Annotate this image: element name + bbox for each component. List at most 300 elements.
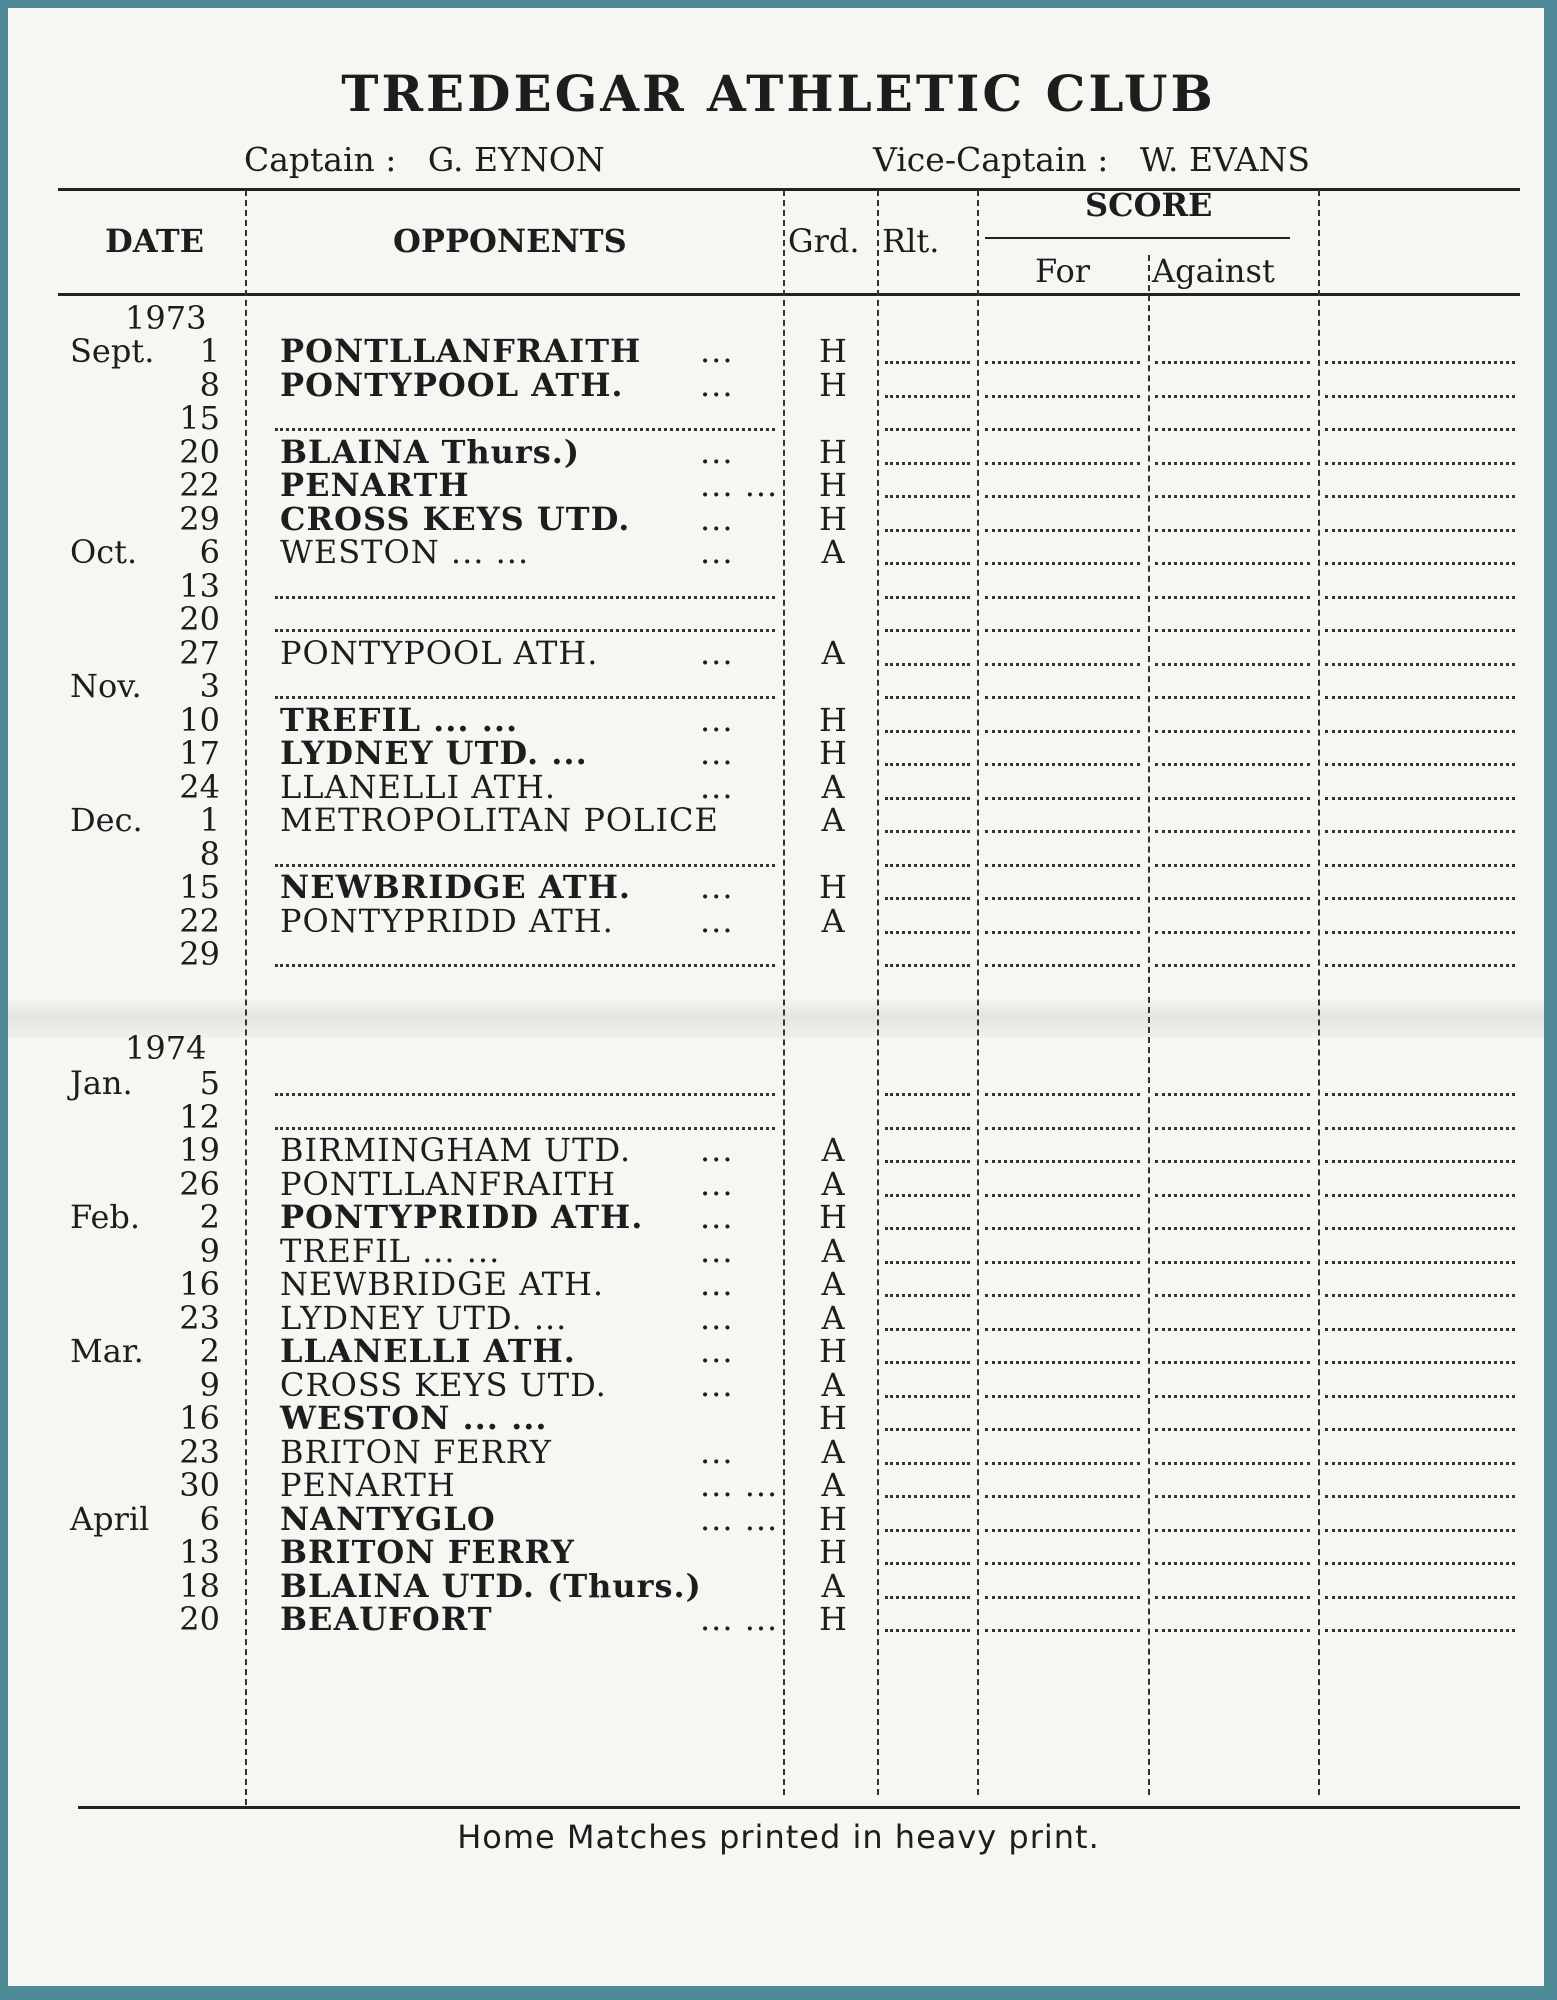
- result-line: [885, 1462, 970, 1465]
- notes-line: [1325, 1294, 1515, 1297]
- fixture-leader-dots: ...: [700, 1164, 734, 1203]
- fixture-leader-dots: ... ...: [700, 1600, 779, 1638]
- fixture-day: 20: [179, 600, 220, 638]
- card-fold: [8, 998, 1544, 1038]
- score-against-line: [1155, 1294, 1310, 1297]
- fixture-ground: H: [819, 1198, 847, 1236]
- fixture-day: 22: [179, 466, 220, 504]
- score-against-line: [1155, 529, 1310, 532]
- score-for-line: [985, 1160, 1140, 1163]
- fixture-leader-dots: ...: [700, 1298, 734, 1337]
- notes-line: [1325, 1261, 1515, 1264]
- score-against-line: [1155, 663, 1310, 666]
- score-for-line: [985, 529, 1140, 532]
- blank-opponent-line: [275, 629, 775, 632]
- fixture-ground: A: [821, 1365, 845, 1404]
- fixture-month: Jan.: [70, 1064, 133, 1102]
- header-result: Rlt.: [882, 222, 940, 260]
- score-for-line: [985, 696, 1140, 699]
- notes-line: [1325, 1361, 1515, 1364]
- result-line: [885, 830, 970, 833]
- fixture-ground: H: [819, 1399, 847, 1437]
- score-for-line: [985, 1194, 1140, 1197]
- score-for-line: [985, 931, 1140, 934]
- blank-opponent-line: [275, 596, 775, 599]
- fixture-day: 6: [199, 1499, 220, 1538]
- score-against-line: [1155, 797, 1310, 800]
- notes-line: [1325, 1227, 1515, 1230]
- score-for-line: [985, 1127, 1140, 1130]
- fixture-leader-dots: ... ...: [700, 1466, 779, 1504]
- fixture-ground: A: [821, 533, 845, 571]
- result-line: [885, 1261, 970, 1264]
- notes-line: [1325, 1596, 1515, 1599]
- notes-line: [1325, 696, 1515, 699]
- fixture-month: Mar.: [70, 1332, 144, 1370]
- header-against: Against: [1152, 252, 1275, 290]
- score-against-line: [1155, 1227, 1310, 1230]
- fixture-day: 1: [199, 801, 220, 839]
- result-line: [885, 931, 970, 934]
- fixture-leader-dots: ... ...: [700, 466, 779, 504]
- score-for-line: [985, 897, 1140, 900]
- blank-opponent-line: [275, 696, 775, 699]
- notes-line: [1325, 1395, 1515, 1398]
- fixture-opponent: LLANELLI ATH.: [280, 1332, 576, 1370]
- fixture-opponent: WESTON ... ...: [280, 533, 530, 571]
- fixture-month: Oct.: [70, 533, 138, 571]
- notes-line: [1325, 730, 1515, 733]
- score-for-line: [985, 1428, 1140, 1431]
- fixture-day: 29: [179, 935, 220, 973]
- fixture-month: Feb.: [70, 1198, 141, 1236]
- score-for-line: [985, 361, 1140, 364]
- fixture-leader-dots: ...: [700, 1332, 734, 1370]
- fixture-leader-dots: ...: [700, 767, 734, 806]
- captain-line: Captain : G. EYNON: [244, 140, 605, 179]
- fixture-opponent: METROPOLITAN POLICE: [280, 801, 719, 839]
- fixture-ground: H: [819, 1533, 847, 1571]
- result-line: [885, 797, 970, 800]
- fixture-month: Sept.: [70, 332, 155, 370]
- fixture-ground: H: [819, 432, 847, 471]
- result-line: [885, 1227, 970, 1230]
- result-line: [885, 361, 970, 364]
- fixture-day: 17: [179, 734, 220, 772]
- fixture-ground: A: [821, 767, 845, 806]
- fixture-opponent: PONTLLANFRAITH: [280, 1164, 617, 1203]
- score-for-line: [985, 797, 1140, 800]
- notes-line: [1325, 964, 1515, 967]
- result-line: [885, 1328, 970, 1331]
- fixture-day: 20: [179, 1600, 220, 1638]
- fixture-day: 24: [179, 767, 220, 806]
- score-divider-rule: [985, 237, 1290, 239]
- score-against-line: [1155, 730, 1310, 733]
- score-against-line: [1155, 1194, 1310, 1197]
- score-against-line: [1155, 830, 1310, 833]
- fixture-leader-dots: ... ...: [700, 1499, 779, 1538]
- fixture-ground: H: [819, 700, 847, 739]
- fixture-leader-dots: ...: [700, 533, 734, 571]
- notes-line: [1325, 361, 1515, 364]
- fixture-leader-dots: ...: [700, 1131, 734, 1169]
- fixture-day: 20: [179, 432, 220, 471]
- fixture-opponent: PONTYPRIDD ATH.: [280, 901, 614, 940]
- notes-line: [1325, 797, 1515, 800]
- fixture-ground: H: [819, 1332, 847, 1370]
- fixture-leader-dots: ...: [700, 734, 734, 772]
- notes-line: [1325, 1328, 1515, 1331]
- score-for-line: [985, 1294, 1140, 1297]
- score-against-line: [1155, 931, 1310, 934]
- fixture-day: 18: [179, 1566, 220, 1605]
- score-against-line: [1155, 1395, 1310, 1398]
- fixture-ground: A: [821, 1231, 845, 1270]
- score-against-line: [1155, 1629, 1310, 1632]
- result-line: [885, 1361, 970, 1364]
- score-against-line: [1155, 897, 1310, 900]
- result-line: [885, 864, 970, 867]
- fixture-ground: A: [821, 1466, 845, 1504]
- result-line: [885, 1529, 970, 1532]
- fixture-day: 2: [199, 1332, 220, 1370]
- score-for-line: [985, 830, 1140, 833]
- fixture-opponent: NEWBRIDGE ATH.: [280, 1265, 605, 1303]
- score-for-line: [985, 1629, 1140, 1632]
- score-for-line: [985, 1227, 1140, 1230]
- fixture-day: 15: [179, 399, 220, 437]
- result-line: [885, 663, 970, 666]
- result-line: [885, 1596, 970, 1599]
- score-against-line: [1155, 964, 1310, 967]
- fixture-leader-dots: ...: [700, 1231, 734, 1270]
- col-line-result: [977, 190, 979, 1795]
- score-against-line: [1155, 1462, 1310, 1465]
- fixture-ground: H: [819, 466, 847, 504]
- score-for-line: [985, 864, 1140, 867]
- score-against-line: [1155, 1495, 1310, 1498]
- notes-line: [1325, 495, 1515, 498]
- notes-line: [1325, 864, 1515, 867]
- fixture-opponent: TREFIL ... ...: [280, 1231, 501, 1270]
- score-against-line: [1155, 395, 1310, 398]
- result-line: [885, 596, 970, 599]
- header-date: DATE: [105, 222, 205, 260]
- score-against-line: [1155, 428, 1310, 431]
- col-line-against: [1318, 190, 1320, 1795]
- fixture-day: 26: [179, 1164, 220, 1203]
- notes-line: [1325, 931, 1515, 934]
- fixture-leader-dots: ...: [700, 633, 734, 672]
- fixture-opponent: BLAINA Thurs.): [280, 432, 581, 471]
- header-bottom-rule: [58, 293, 1520, 296]
- fixture-opponent: TREFIL ... ...: [280, 700, 519, 739]
- fixture-leader-dots: ...: [700, 332, 734, 370]
- fixture-day: 16: [179, 1399, 220, 1437]
- footer-rule: [78, 1806, 1520, 1809]
- score-for-line: [985, 1361, 1140, 1364]
- result-line: [885, 696, 970, 699]
- fixture-ground: H: [819, 734, 847, 772]
- result-line: [885, 1093, 970, 1096]
- score-for-line: [985, 1395, 1140, 1398]
- notes-line: [1325, 1562, 1515, 1565]
- fixture-day: 16: [179, 1265, 220, 1303]
- fixture-opponent: NEWBRIDGE ATH.: [280, 868, 632, 906]
- fixture-card: [8, 8, 1544, 1986]
- notes-line: [1325, 596, 1515, 599]
- score-against-line: [1155, 361, 1310, 364]
- fixture-month: April: [70, 1499, 150, 1538]
- result-line: [885, 763, 970, 766]
- result-line: [885, 1562, 970, 1565]
- fixture-ground: H: [819, 332, 847, 370]
- score-for-line: [985, 428, 1140, 431]
- fixture-month: Dec.: [70, 801, 143, 839]
- notes-line: [1325, 1629, 1515, 1632]
- notes-line: [1325, 1495, 1515, 1498]
- score-for-line: [985, 1596, 1140, 1599]
- result-line: [885, 730, 970, 733]
- notes-line: [1325, 1462, 1515, 1465]
- header-top-rule: [58, 188, 1520, 191]
- col-line-ground: [877, 190, 879, 1795]
- header-ground: Grd.: [788, 222, 860, 260]
- score-for-line: [985, 763, 1140, 766]
- fixture-day: 8: [199, 365, 220, 404]
- home-matches-note: Home Matches printed in heavy print.: [457, 1818, 1100, 1856]
- fixture-day: 6: [199, 533, 220, 571]
- score-for-line: [985, 462, 1140, 465]
- notes-line: [1325, 629, 1515, 632]
- fixture-opponent: PONTYPRIDD ATH.: [280, 1198, 644, 1236]
- fixture-opponent: PENARTH: [280, 466, 470, 504]
- fixture-day: 13: [179, 566, 220, 605]
- result-line: [885, 1194, 970, 1197]
- header-score: SCORE: [1085, 186, 1213, 224]
- notes-line: [1325, 1428, 1515, 1431]
- score-for-line: [985, 1093, 1140, 1096]
- result-line: [885, 1428, 970, 1431]
- fixture-ground: A: [821, 1298, 845, 1337]
- fixture-ground: H: [819, 868, 847, 906]
- notes-line: [1325, 663, 1515, 666]
- fixture-day: 15: [179, 868, 220, 906]
- fixture-opponent: BEAUFORT: [280, 1600, 493, 1638]
- fixture-opponent: BRITON FERRY: [280, 1533, 575, 1571]
- season-1973-year: 1973: [125, 299, 207, 337]
- score-for-line: [985, 1261, 1140, 1264]
- fixture-day: 12: [179, 1097, 220, 1136]
- notes-line: [1325, 1160, 1515, 1163]
- fixture-ground: A: [821, 901, 845, 940]
- result-line: [885, 395, 970, 398]
- fixture-opponent: CROSS KEYS UTD.: [280, 499, 631, 538]
- vice-captain-line: Vice-Captain : W. EVANS: [873, 140, 1310, 179]
- blank-opponent-line: [275, 1127, 775, 1130]
- notes-line: [1325, 1127, 1515, 1130]
- score-for-line: [985, 395, 1140, 398]
- score-for-line: [985, 964, 1140, 967]
- result-line: [885, 1294, 970, 1297]
- fixture-leader-dots: ...: [700, 1265, 734, 1303]
- col-line-for: [1148, 255, 1150, 1795]
- season-1974-year: 1974: [125, 1029, 207, 1067]
- fixture-day: 29: [179, 499, 220, 538]
- fixture-day: 19: [179, 1131, 220, 1169]
- fixture-day: 9: [199, 1231, 220, 1270]
- result-line: [885, 629, 970, 632]
- score-against-line: [1155, 1529, 1310, 1532]
- fixture-day: 2: [199, 1198, 220, 1236]
- notes-line: [1325, 1093, 1515, 1096]
- notes-line: [1325, 897, 1515, 900]
- result-line: [885, 428, 970, 431]
- fixture-day: 8: [199, 834, 220, 873]
- fixture-opponent: BRITON FERRY: [280, 1432, 552, 1471]
- fixture-ground: A: [821, 1566, 845, 1605]
- result-line: [885, 1160, 970, 1163]
- notes-line: [1325, 1529, 1515, 1532]
- notes-line: [1325, 395, 1515, 398]
- score-against-line: [1155, 763, 1310, 766]
- fixture-opponent: PENARTH: [280, 1466, 456, 1504]
- score-against-line: [1155, 1361, 1310, 1364]
- fixture-day: 1: [199, 332, 220, 370]
- header-opponents: OPPONENTS: [393, 222, 627, 260]
- score-for-line: [985, 562, 1140, 565]
- fixture-leader-dots: ...: [700, 499, 734, 538]
- score-for-line: [985, 663, 1140, 666]
- result-line: [885, 462, 970, 465]
- fixture-ground: H: [819, 1600, 847, 1638]
- fixture-month: Nov.: [70, 667, 142, 705]
- result-line: [885, 495, 970, 498]
- fixture-opponent: LYDNEY UTD. ...: [280, 1298, 568, 1337]
- blank-opponent-line: [275, 428, 775, 431]
- notes-line: [1325, 830, 1515, 833]
- fixture-day: 10: [179, 700, 220, 739]
- fixture-leader-dots: ...: [700, 1432, 734, 1471]
- score-against-line: [1155, 1160, 1310, 1163]
- score-against-line: [1155, 562, 1310, 565]
- notes-line: [1325, 1194, 1515, 1197]
- fixture-day: 3: [199, 667, 220, 705]
- header-for: For: [1035, 252, 1091, 290]
- fixture-opponent: LYDNEY UTD. ...: [280, 734, 588, 772]
- score-for-line: [985, 1529, 1140, 1532]
- fixture-ground: A: [821, 1265, 845, 1303]
- result-line: [885, 1495, 970, 1498]
- fixture-opponent: BLAINA UTD. (Thurs.): [280, 1566, 702, 1605]
- fixture-opponent: NANTYGLO: [280, 1499, 496, 1538]
- fixture-day: 5: [199, 1064, 220, 1102]
- score-against-line: [1155, 1562, 1310, 1565]
- fixture-day: 23: [179, 1298, 220, 1337]
- score-against-line: [1155, 1596, 1310, 1599]
- score-against-line: [1155, 629, 1310, 632]
- fixture-ground: A: [821, 1432, 845, 1471]
- col-line-date: [245, 190, 247, 1805]
- fixture-ground: H: [819, 1499, 847, 1538]
- col-line-opponents: [783, 190, 785, 1795]
- notes-line: [1325, 428, 1515, 431]
- fixture-leader-dots: ...: [700, 700, 734, 739]
- fixture-ground: A: [821, 1164, 845, 1203]
- fixture-day: 13: [179, 1533, 220, 1571]
- blank-opponent-line: [275, 964, 775, 967]
- notes-line: [1325, 763, 1515, 766]
- blank-opponent-line: [275, 864, 775, 867]
- notes-line: [1325, 462, 1515, 465]
- result-line: [885, 562, 970, 565]
- score-against-line: [1155, 1328, 1310, 1331]
- score-against-line: [1155, 495, 1310, 498]
- fixture-opponent: CROSS KEYS UTD.: [280, 1365, 607, 1404]
- fixture-leader-dots: ...: [700, 432, 734, 471]
- blank-opponent-line: [275, 1093, 775, 1096]
- score-against-line: [1155, 1127, 1310, 1130]
- score-against-line: [1155, 1261, 1310, 1264]
- fixture-ground: A: [821, 633, 845, 672]
- fixture-leader-dots: ...: [700, 868, 734, 906]
- result-line: [885, 1395, 970, 1398]
- fixture-opponent: PONTYPOOL ATH.: [280, 365, 624, 404]
- score-for-line: [985, 730, 1140, 733]
- score-for-line: [985, 1462, 1140, 1465]
- score-against-line: [1155, 462, 1310, 465]
- fixture-leader-dots: ...: [700, 365, 734, 404]
- score-for-line: [985, 495, 1140, 498]
- fixture-ground: H: [819, 499, 847, 538]
- notes-line: [1325, 529, 1515, 532]
- score-for-line: [985, 1495, 1140, 1498]
- fixture-leader-dots: ...: [700, 901, 734, 940]
- score-for-line: [985, 1562, 1140, 1565]
- fixture-day: 30: [179, 1466, 220, 1504]
- result-line: [885, 1629, 970, 1632]
- fixture-day: 27: [179, 633, 220, 672]
- result-line: [885, 964, 970, 967]
- score-for-line: [985, 629, 1140, 632]
- score-for-line: [985, 1328, 1140, 1331]
- score-against-line: [1155, 696, 1310, 699]
- fixture-opponent: PONTYPOOL ATH.: [280, 633, 599, 672]
- fixture-opponent: PONTLLANFRAITH: [280, 332, 642, 370]
- fixture-day: 9: [199, 1365, 220, 1404]
- fixture-opponent: WESTON ... ...: [280, 1399, 548, 1437]
- score-against-line: [1155, 1428, 1310, 1431]
- fixture-leader-dots: ...: [700, 1198, 734, 1236]
- notes-line: [1325, 562, 1515, 565]
- fixture-day: 23: [179, 1432, 220, 1471]
- fixture-leader-dots: ...: [700, 1365, 734, 1404]
- fixture-opponent: LLANELLI ATH.: [280, 767, 557, 806]
- fixture-ground: H: [819, 365, 847, 404]
- fixture-opponent: BIRMINGHAM UTD.: [280, 1131, 632, 1169]
- score-against-line: [1155, 1093, 1310, 1096]
- fixture-day: 22: [179, 901, 220, 940]
- result-line: [885, 1127, 970, 1130]
- score-against-line: [1155, 596, 1310, 599]
- fixture-ground: A: [821, 801, 845, 839]
- score-for-line: [985, 596, 1140, 599]
- fixture-ground: A: [821, 1131, 845, 1169]
- result-line: [885, 529, 970, 532]
- score-against-line: [1155, 864, 1310, 867]
- result-line: [885, 897, 970, 900]
